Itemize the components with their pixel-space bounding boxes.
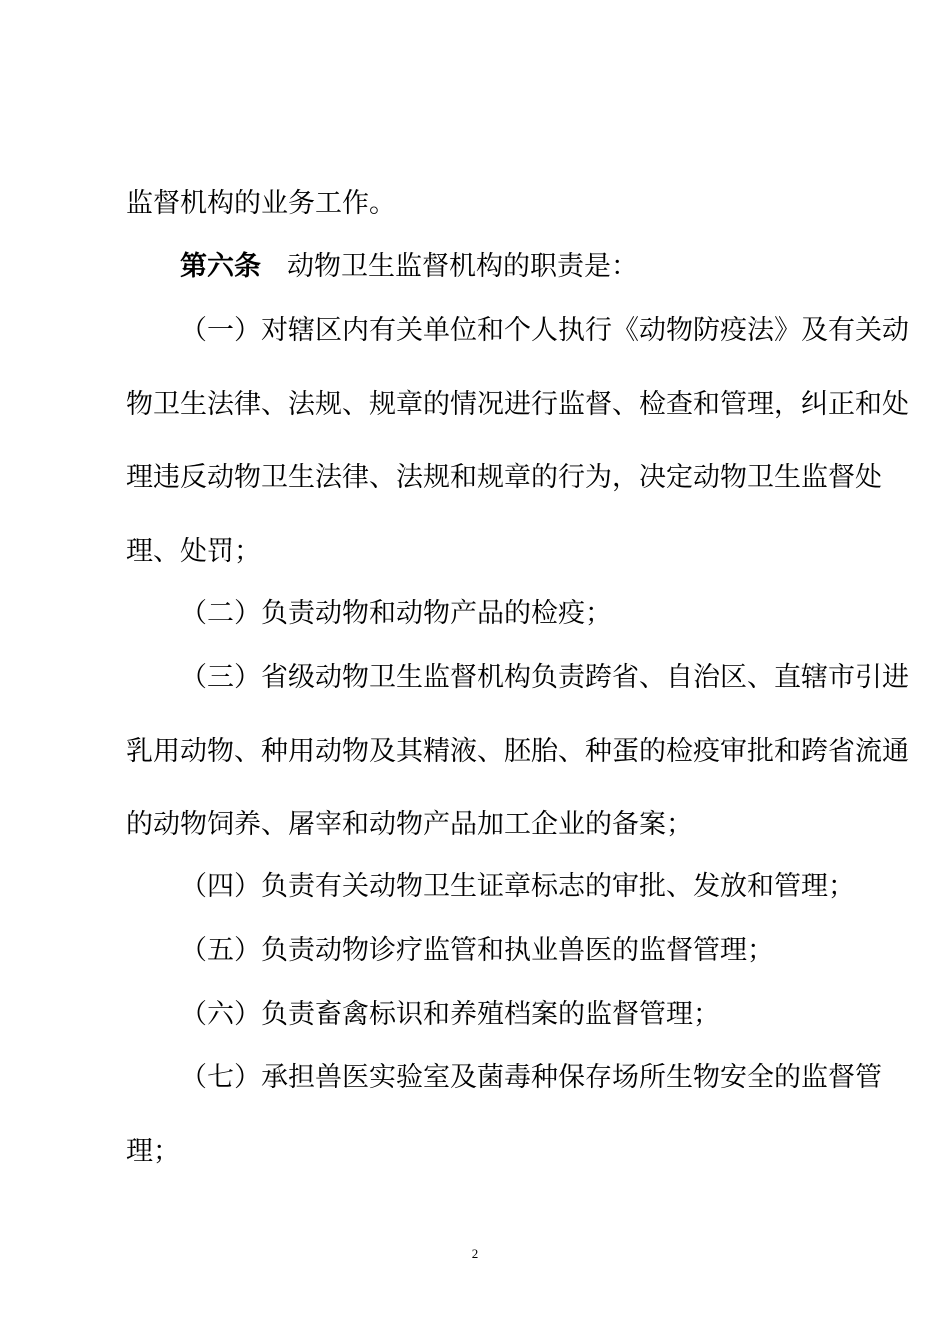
paragraph-line: 物卫生法律、法规、规章的情况进行监督、检查和管理，纠正和处	[126, 389, 909, 420]
paragraph-line: 乳用动物、种用动物及其精液、胚胎、种蛋的检疫审批和跨省流通	[126, 736, 909, 767]
paragraph-line: （七）承担兽医实验室及菌毒种保存场所生物安全的监督管	[180, 1062, 882, 1093]
paragraph-line: （一）对辖区内有关单位和个人执行《动物防疫法》及有关动	[180, 315, 909, 346]
paragraph-line: 理违反动物卫生法律、法规和规章的行为，决定动物卫生监督处	[126, 462, 882, 493]
paragraph-line: （四）负责有关动物卫生证章标志的审批、发放和管理；	[180, 871, 855, 902]
paragraph-line: 监督机构的业务工作。	[126, 188, 396, 219]
article-text: 动物卫生监督机构的职责是：	[287, 251, 638, 282]
article-heading: 第六条	[180, 251, 261, 282]
page-number: 2	[471, 1246, 479, 1261]
article-line	[180, 249, 638, 285]
paragraph-line: 理；	[126, 1136, 180, 1167]
paragraph-line: （二）负责动物和动物产品的检疫；	[180, 598, 612, 629]
paragraph-line: （三）省级动物卫生监督机构负责跨省、自治区、直辖市引进	[180, 662, 909, 693]
paragraph-line: 的动物饲养、屠宰和动物产品加工企业的备案；	[126, 809, 693, 840]
paragraph-line: （五）负责动物诊疗监管和执业兽医的监督管理；	[180, 935, 774, 966]
paragraph-line: （六）负责畜禽标识和养殖档案的监督管理；	[180, 999, 720, 1030]
paragraph-line: 理、处罚；	[126, 536, 261, 567]
